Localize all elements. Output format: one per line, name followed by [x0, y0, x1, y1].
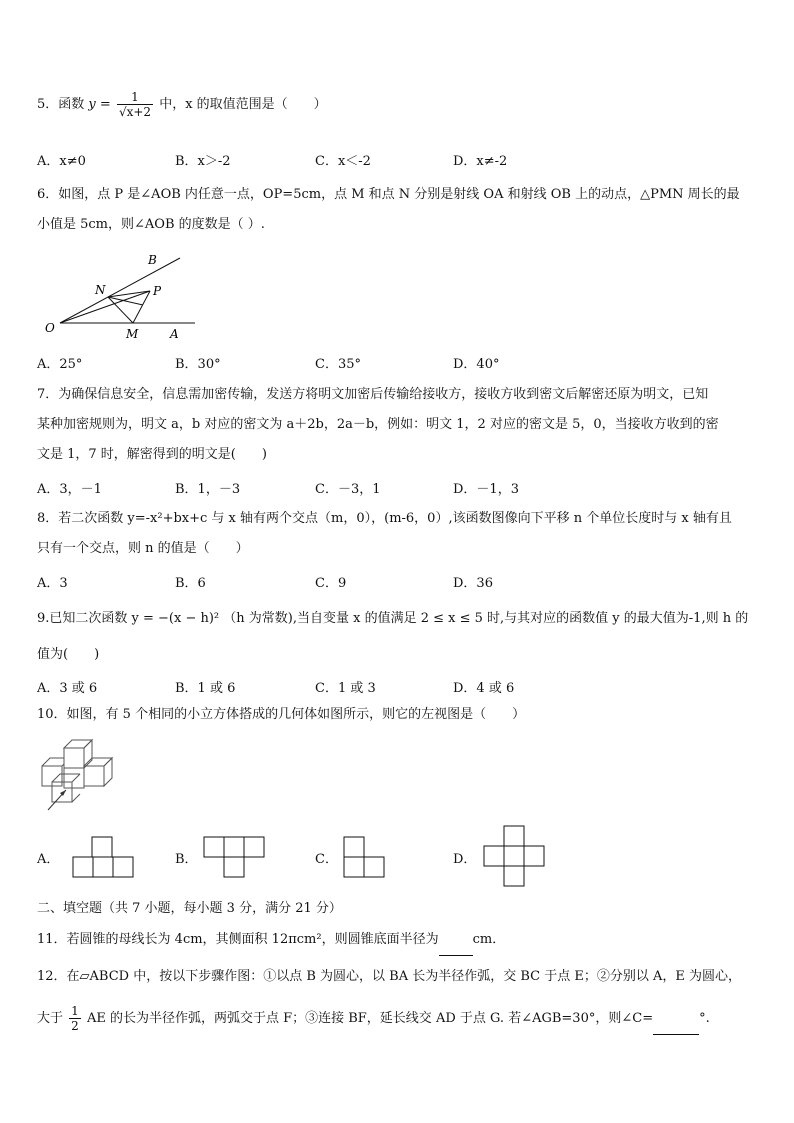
- q11-text-a: 11．若圆锥的母线长为 4cm，其侧面积 12πcm²，则圆锥底面半径为: [37, 932, 439, 947]
- q7-line-1: 7．为确保信息安全，信息需加密传输，发送方将明文加密后传输给接收方，接收方收到密文后解密还原为明文，已知: [37, 387, 709, 402]
- q7-option-c: C．－3，1: [315, 482, 381, 497]
- q5-options: [37, 150, 759, 172]
- q7-option-a: A．3，－1: [37, 482, 102, 497]
- q5-tail: 中，x 的取值范围是（ ）: [159, 97, 327, 112]
- question-5: [37, 90, 759, 120]
- q9-options: [37, 677, 759, 699]
- q5-option-d: D．x≠-2: [453, 154, 508, 169]
- q10-view-d: [483, 825, 545, 887]
- q12-frac-numerator: 1: [71, 1004, 79, 1018]
- q10-option-b: B．: [175, 852, 198, 867]
- q12-line-2: [37, 1004, 759, 1035]
- q12-line-2-c: °.: [699, 1011, 710, 1026]
- question-11: [37, 925, 759, 956]
- q9-option-c: C．1 或 3: [315, 681, 376, 696]
- q10-option-d: D．: [453, 852, 477, 867]
- q9-option-d: D．4 或 6: [453, 681, 515, 696]
- q7-line-3: 文是 1，7 时，解密得到的明文是( ): [37, 447, 267, 462]
- q6-option-b: B．30°: [175, 357, 221, 372]
- q10-options: [37, 848, 759, 870]
- q12-line-2-a: 大于: [37, 1011, 64, 1026]
- q10-view-c: [343, 836, 385, 878]
- q7-option-b: B．1，－3: [175, 482, 241, 497]
- question-12: [37, 962, 759, 1035]
- label-o: O: [45, 321, 55, 335]
- q7-option-d: D．－1，3: [453, 482, 519, 497]
- q12-answer-blank[interactable]: [653, 1004, 699, 1035]
- q11-answer-blank[interactable]: [439, 925, 473, 956]
- segment-nm: [108, 297, 133, 323]
- q10-line-1: 10．如图，有 5 个相同的小立方体搭成的几何体如图所示，则它的左视图是（ ）: [37, 707, 526, 722]
- question-10: [37, 700, 759, 730]
- q8-option-b: B．6: [175, 576, 206, 591]
- q5-option-c: C．x＜-2: [315, 154, 371, 169]
- q5-func-y: y =: [88, 97, 111, 112]
- q8-line-1: 8．若二次函数 y=-x²+bx+c 与 x 轴有两个交点（m，0），(m-6，0）,该函数图像向下平移 n 个单位长度时与 x 轴有且: [37, 511, 732, 526]
- q7-options: [37, 478, 759, 500]
- question-6: [37, 180, 759, 240]
- q5-fraction: [117, 90, 153, 119]
- q9-option-a: A．3 或 6: [37, 681, 98, 696]
- q9-line-2: 值为( ): [37, 647, 100, 662]
- q7-line-2: 某种加密规则为，明文 a，b 对应的密文为 a＋2b，2a－b，例如：明文 1，2 对应的密文是 5，0，当接收方收到的密: [37, 417, 719, 432]
- q6-option-c: C．35°: [315, 357, 361, 372]
- label-a: A: [170, 327, 179, 341]
- q6-line-1: 6．如图，点 P 是∠AOB 内任意一点，OP=5cm，点 M 和点 N 分别是射线 OA 和射线 OB 上的动点，△PMN 周长的最: [37, 187, 740, 202]
- q5-option-b: B．x＞-2: [175, 154, 231, 169]
- q8-option-d: D．36: [453, 576, 493, 591]
- ray-ob: [60, 258, 180, 323]
- q6-option-d: D．40°: [453, 357, 500, 372]
- q12-line-1: 12．在▱ABCD 中，按以下步骤作图：①以点 B 为圆心，以 BA 长为半径作弧，交 BC 于点 E；②分别以 A，E 为圆心，: [37, 969, 742, 984]
- q8-options: [37, 572, 759, 594]
- q6-line-2: 小值是 5cm，则∠AOB 的度数是（ ）.: [37, 217, 265, 232]
- q8-option-c: C．9: [315, 576, 347, 591]
- label-p: P: [153, 284, 162, 298]
- q5-frac-numerator: 1: [117, 90, 153, 105]
- q10-cube-figure: [38, 738, 138, 818]
- q9-option-b: B．1 或 6: [175, 681, 236, 696]
- question-9: [37, 601, 759, 673]
- label-b: B: [148, 253, 157, 267]
- q6-option-a: A．25°: [37, 357, 83, 372]
- q8-line-2: 只有一个交点，则 n 的值是（ ）: [37, 541, 249, 556]
- q10-view-b: [203, 836, 265, 878]
- label-n: N: [95, 283, 106, 297]
- q5-option-a: A．x≠0: [37, 154, 86, 169]
- label-m: M: [126, 327, 139, 341]
- q10-view-a: [72, 836, 134, 878]
- question-8: [37, 504, 759, 564]
- q10-option-c: C．: [315, 852, 338, 867]
- q6-options: [37, 353, 759, 375]
- q9-line-1: 9.已知二次函数 y = −(x − h)² （h 为常数),当自变量 x 的值满足 2 ≤ x ≤ 5 时,与其对应的函数值 y 的最大值为-1,则 h 的: [37, 611, 749, 626]
- q5-frac-denominator: √x+2: [118, 105, 152, 119]
- question-7: [37, 380, 759, 470]
- q12-frac-denominator: 2: [71, 1019, 79, 1033]
- q5-number: 5．函数: [37, 97, 85, 112]
- q12-fraction: [69, 1004, 81, 1033]
- q6-angle-figure: [40, 250, 210, 345]
- q11-text-b: cm．: [472, 932, 506, 947]
- q10-option-a: A．: [37, 852, 60, 867]
- q8-option-a: A．3: [37, 576, 68, 591]
- section-2-title: 二、填空题（共 7 小题，每小题 3 分，满分 21 分）: [37, 901, 342, 916]
- q12-line-2-b: AE 的长为半径作弧，两弧交于点 F；③连接 BF，延长线交 AD 于点 G. 若∠AGB=30°，则∠C=: [86, 1011, 654, 1026]
